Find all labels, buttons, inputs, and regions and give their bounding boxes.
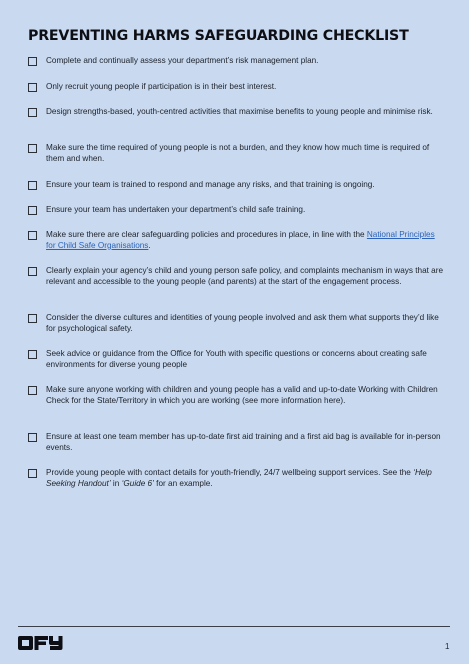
- item-text-part: for an example.: [153, 478, 213, 488]
- item-text-part: Make sure there are clear safeguarding policies and procedures in place, in line with the: [46, 230, 367, 239]
- checkbox[interactable]: [28, 144, 37, 153]
- help-seeking-handout-ref: ‘Help Seeking Handout’: [46, 468, 432, 488]
- checkbox[interactable]: [28, 267, 37, 276]
- checkbox[interactable]: [28, 314, 37, 323]
- guide-6-ref: ‘Guide 6’: [121, 478, 154, 488]
- checklist-item-text: [46, 230, 446, 251]
- checklist-item-text: [46, 468, 446, 489]
- checklist-item-text: Complete and continually assess your department’s risk management plan.: [46, 56, 319, 65]
- ofy-logo: [18, 636, 64, 650]
- checkbox[interactable]: [28, 57, 37, 66]
- checkbox[interactable]: [28, 231, 37, 240]
- checklist-item-text: Consider the diverse cultures and identities of young people involved and ask them what supports they’d like for psychological safety.: [46, 313, 439, 333]
- page-title: PREVENTING HARMS SAFEGUARDING CHECKLIST: [28, 28, 409, 44]
- checklist-item-text: Clearly explain your agency’s child and young person safe policy, and complaints mechanism in ways that are relevant and accessible to the young people (and parents) at the start of the engagement process.: [46, 266, 444, 286]
- item-text-part: in: [110, 478, 122, 488]
- checklist-item-text: Seek advice or guidance from the Office for Youth with specific questions or concerns about creating safe environments for diverse young people: [46, 349, 427, 369]
- checklist-item-text: Design strengths-based, youth-centred activities that maximise benefits to young people and minimise risk.: [46, 107, 433, 116]
- checkbox[interactable]: [28, 206, 37, 215]
- checkbox[interactable]: [28, 83, 37, 92]
- item-text-part: Provide young people with contact details for youth-friendly, 24/7 wellbeing support services. See the: [46, 468, 414, 477]
- checklist-item-text: Ensure your team is trained to respond and manage any risks, and that training is ongoing.: [46, 180, 375, 189]
- item-text-part: .: [148, 240, 151, 250]
- checklist-item-text: Ensure at least one team member has up-to-date first aid training and a first aid bag is available for in-person events.: [46, 432, 441, 452]
- checklist-item-text: Make sure anyone working with children and young people has a valid and up-to-date Working with Children Check for the State/Territory in which you are working (see more information here).: [46, 385, 438, 405]
- footer-divider: [18, 626, 450, 627]
- checkbox[interactable]: [28, 469, 37, 478]
- checklist-item-text: Make sure the time required of young people is not a burden, and they know how much time is required of them and when.: [46, 143, 430, 163]
- checkbox[interactable]: [28, 108, 37, 117]
- checklist-item-text: Ensure your team has undertaken your department’s child safe training.: [46, 205, 306, 214]
- checkbox[interactable]: [28, 350, 37, 359]
- checkbox[interactable]: [28, 433, 37, 442]
- checkbox[interactable]: [28, 181, 37, 190]
- checklist-item-text: Only recruit young people if participation is in their best interest.: [46, 82, 277, 91]
- checkbox[interactable]: [28, 386, 37, 395]
- page-number: 1: [445, 642, 450, 651]
- national-principles-link[interactable]: National Principles for Child Safe Organisations: [46, 230, 435, 250]
